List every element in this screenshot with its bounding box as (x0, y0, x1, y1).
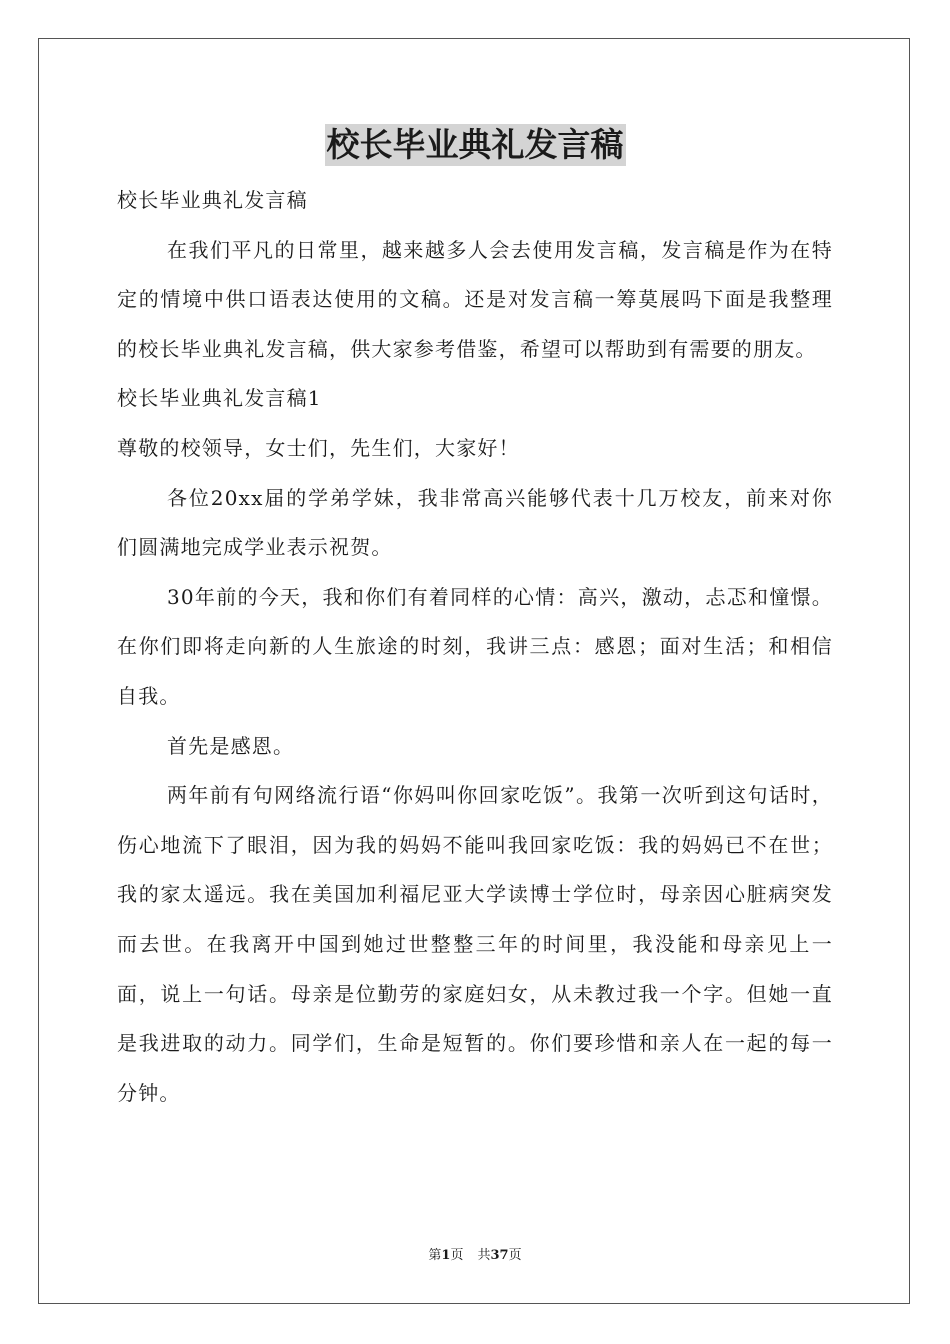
document-title-text: 校长毕业典礼发言稿 (326, 125, 624, 164)
page-prefix: 第 (428, 1248, 442, 1263)
paragraph: 校长毕业典礼发言稿 (117, 188, 308, 212)
page-number: 1 (441, 1248, 451, 1263)
document-title (0, 124, 950, 166)
paragraph: 两年前有句网络流行语“你妈叫你回家吃饭”。我第一次听到这句话时，伤心地流下了眼泪，因为我的妈妈不能叫我回家吃饭：我的妈妈已不在世；我的家太遥远。我在美国加利福尼亚大学读博士学位时，母亲因心脏病突发而去世。在我离开中国到她过世整整三年的时间里，我没能和母亲见上一面，说上一句话。母亲是位勤劳的家庭妇女，从未教过我一个字。但她一直是我进取的动力。同学们，生命是短暂的。你们要珍惜和亲人在一起的每一分钟。 (117, 783, 833, 1105)
page-suffix: 页 (450, 1248, 464, 1263)
paragraph: 各位20xx届的学弟学妹，我非常高兴能够代表十几万校友，前来对你们圆满地完成学业表示祝贺。 (117, 485, 833, 560)
paragraph: 校长毕业典礼发言稿1 (117, 386, 322, 411)
total-suffix: 页 (508, 1248, 522, 1263)
paragraph: 尊敬的校领导，女士们，先生们，大家好！ (117, 435, 520, 460)
paragraph: 在我们平凡的日常里，越来越多人会去使用发言稿，发言稿是作为在特定的情境中供口语表达使用的文稿。还是对发言稿一筹莫展吗下面是我整理的校长毕业典礼发言稿，供大家参考借鉴，希望可以帮助到有需要的朋友。 (117, 237, 833, 361)
document-body (117, 176, 833, 1118)
paragraph: 30年前的今天，我和你们有着同样的心情：高兴，激动，忐忑和憧憬。在你们即将走向新的人生旅途的时刻，我讲三点：感恩；面对生活；和相信自我。 (117, 584, 833, 708)
total-pages: 37 (490, 1248, 509, 1263)
page-footer (0, 1247, 950, 1265)
total-prefix: 共 (477, 1248, 491, 1263)
paragraph: 首先是感恩。 (167, 733, 295, 758)
